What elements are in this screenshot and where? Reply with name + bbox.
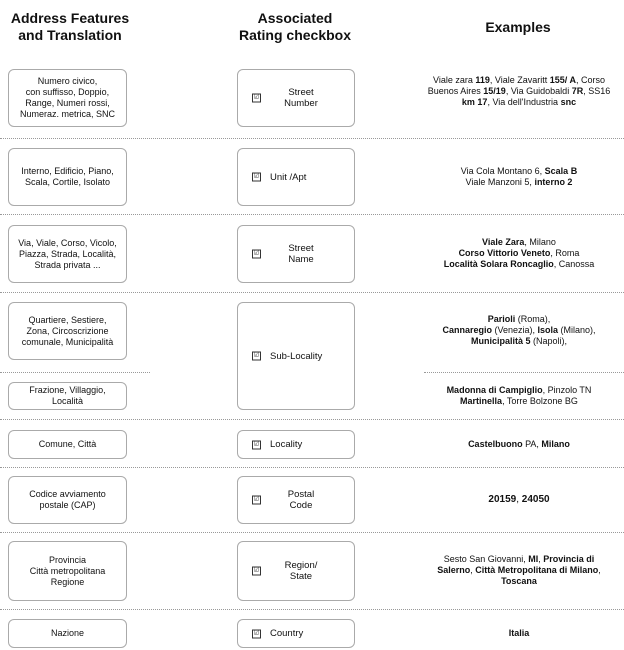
rating-box-unit-apt[interactable] — [237, 148, 355, 206]
rating-label-sub-locality: Sub-Locality — [270, 350, 323, 362]
row-separator — [0, 292, 624, 293]
example-text-segment: , — [538, 554, 544, 564]
example-text-segment: , Torre Bolzone BG — [502, 396, 578, 406]
example-text-segment: , Pinzolo TN — [542, 385, 592, 395]
example-postal-code — [426, 494, 612, 505]
checkbox-icon: ☑ — [253, 352, 260, 359]
example-street-name — [426, 237, 612, 270]
rating-box-locality[interactable] — [237, 430, 355, 459]
rating-box-sub-locality[interactable] — [237, 302, 355, 410]
row-separator — [0, 372, 150, 373]
example-text-segment: , Milano — [524, 237, 556, 247]
row-separator — [0, 467, 624, 468]
rating-box-postal-code[interactable] — [237, 476, 355, 524]
feature-box-region-state: Provincia Città metropolitana Regione — [8, 541, 127, 601]
feature-box-street-number: Numero civico, con suffisso, Doppio, Range, Numeri rossi, Numeraz. metrica, SNC — [8, 69, 127, 127]
checkbox-icon: ☑ — [253, 250, 260, 257]
header-address-features: Address Features and Translation — [10, 10, 130, 43]
example-text-segment: 155/ A — [549, 75, 576, 85]
rating-box-street-number[interactable] — [237, 69, 355, 127]
example-text-segment: , Via dell'Industria — [487, 97, 561, 107]
example-text-segment: (Venezia), — [491, 325, 538, 335]
row-separator — [424, 372, 624, 373]
example-text-segment: interno 2 — [534, 177, 573, 187]
example-text-segment: snc — [560, 97, 577, 107]
example-text-segment: Via Cola Montano 6, — [460, 166, 545, 176]
rating-box-region-state[interactable] — [237, 541, 355, 601]
row-separator — [0, 214, 624, 215]
example-sub-locality — [426, 314, 612, 347]
example-text-segment: (Roma), — [517, 314, 551, 324]
example-text-segment: , Canossa — [553, 259, 595, 269]
feature-box-unit-apt: Interno, Edificio, Piano, Scala, Cortile, Isolato — [8, 148, 127, 206]
feature-box-country: Nazione — [8, 619, 127, 648]
rating-box-street-name[interactable] — [237, 225, 355, 283]
example-text-segment: Città Metropolitana di Milano — [475, 565, 599, 575]
example-text-segment: Milano — [541, 439, 570, 449]
example-text-segment: Isola — [537, 325, 559, 335]
example-locality — [426, 439, 612, 450]
feature-box-locality: Comune, Città — [8, 430, 127, 459]
example-region-state — [426, 554, 612, 587]
example-text-segment: , SS16 — [583, 86, 611, 96]
example-frazione — [426, 385, 612, 407]
rating-label-postal-code: Postal Code — [287, 489, 315, 511]
example-text-segment: Viale Zara — [482, 237, 525, 247]
example-text-segment: 20159 — [488, 494, 517, 505]
example-text-segment: Località Solara Roncaglio — [443, 259, 554, 269]
row-separator — [0, 532, 624, 533]
header-rating-checkbox: Associated Rating checkbox — [238, 10, 352, 43]
example-text-segment: Provincia di Salerno — [437, 554, 595, 575]
example-text-segment: , Roma — [550, 248, 580, 258]
example-text-segment: Viale zara — [433, 75, 476, 85]
example-text-segment: Scala B — [544, 166, 578, 176]
example-text-segment: Parioli — [487, 314, 516, 324]
rating-label-country: Country — [270, 628, 304, 639]
example-text-segment: Cannaregio — [442, 325, 492, 335]
example-text-segment: PA, — [522, 439, 542, 449]
feature-box-frazione: Frazione, Villaggio, Località — [8, 382, 127, 410]
checkbox-icon: ☑ — [253, 630, 260, 636]
example-text-segment: Corso Vittorio Veneto — [458, 248, 551, 258]
checkbox-icon: ☑ — [253, 567, 260, 574]
checkbox-icon: ☑ — [253, 496, 260, 503]
example-text-segment: , — [470, 565, 476, 575]
rating-label-street-name: Street Name — [288, 243, 314, 265]
example-text-segment: Toscana — [501, 576, 537, 586]
example-text-segment: km 17 — [461, 97, 488, 107]
checkbox-icon: ☑ — [253, 441, 260, 447]
example-country — [426, 628, 612, 639]
example-text-segment: Municipalità 5 — [470, 336, 531, 346]
example-text-segment: , — [516, 494, 522, 505]
checkbox-icon: ☑ — [253, 173, 260, 180]
example-text-segment: , Via Guidobaldi — [505, 86, 572, 96]
example-text-segment: 7R — [571, 86, 584, 96]
example-text-segment: Sesto San Giovanni, — [443, 554, 529, 564]
example-text-segment: , — [598, 565, 601, 575]
header-examples: Examples — [485, 19, 551, 35]
example-text-segment: , Corso Buenos Aires — [427, 75, 605, 96]
example-text-segment: 24050 — [521, 494, 550, 505]
example-street-number — [426, 75, 612, 108]
example-text-segment: Madonna di Campiglio — [446, 385, 543, 395]
feature-box-postal-code: Codice avviamento postale (CAP) — [8, 476, 127, 524]
example-text-segment: MI — [528, 554, 539, 564]
example-text-segment: Italia — [508, 628, 530, 638]
example-text-segment: Martinella — [460, 396, 503, 406]
rating-box-country[interactable] — [237, 619, 355, 648]
feature-box-sub-locality: Quartiere, Sestiere, Zona, Circoscrizione comunale, Municipalità — [8, 302, 127, 360]
example-text-segment: (Napoli), — [530, 336, 568, 346]
rating-label-street-number: Street Number — [284, 87, 318, 109]
example-text-segment: , Viale Zavaritt — [489, 75, 550, 85]
row-separator — [0, 609, 624, 610]
example-text-segment: (Milano), — [560, 325, 596, 335]
rating-label-unit-apt: Unit /Apt — [270, 171, 307, 183]
checkbox-icon: ☑ — [253, 94, 260, 101]
feature-box-street-name: Via, Viale, Corso, Vicolo, Piazza, Strada, Località, Strada privata ... — [8, 225, 127, 283]
row-separator — [0, 419, 624, 420]
row-separator — [0, 138, 624, 139]
example-text-segment: 15/19 — [483, 86, 506, 96]
example-unit-apt — [426, 166, 612, 188]
example-text-segment: 119 — [475, 75, 490, 85]
rating-label-region-state: Region/ State — [284, 560, 318, 582]
example-text-segment: Castelbuono — [468, 439, 523, 449]
example-text-segment: Viale Manzoni 5, — [465, 177, 532, 187]
rating-label-locality: Locality — [270, 439, 303, 450]
